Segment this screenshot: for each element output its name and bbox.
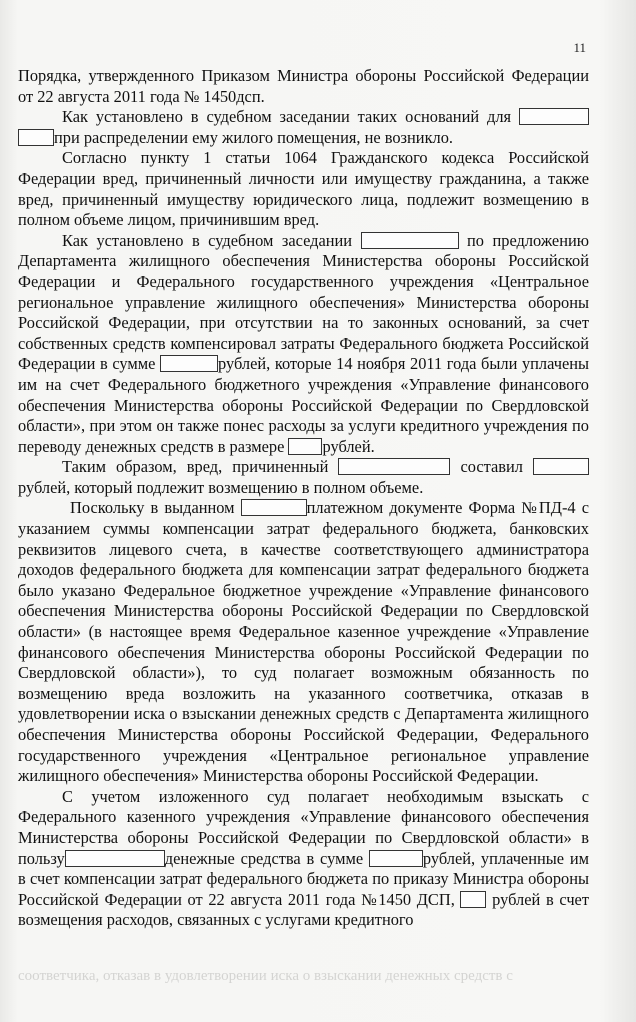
paragraph-1-text: Порядка, утвержденного Приказом Министра обороны Российской Федерации от 22 августа 2011 года № 1450дсп. (18, 66, 589, 106)
paragraph-7 (18, 787, 589, 931)
paragraph-7-text-b: денежные средства в сумме (164, 848, 369, 868)
paragraph-4 (18, 231, 589, 458)
paragraph-2-text-b: при распределении ему жилого помещения, не возникло. (54, 127, 454, 147)
redacted-amount (369, 850, 423, 867)
paragraph-2 (18, 107, 589, 148)
paragraph-4-text-a: Как установлено в судебном заседании (62, 230, 361, 250)
page-number: 11 (573, 40, 586, 55)
paragraph-4-text-b: по предложению Департамента жилищного обеспечения Министерства обороны Российской Федерации и Федерального государственного учреждения «Центральное региональное управление жилищного обеспечения» Министерства обороны Российской Федерации, при отсутствии на то законных оснований, за счет собственных средств компенсировал затраты Федерального бюджета Российской Федерации в сумме (18, 230, 589, 374)
paragraph-3 (18, 148, 589, 230)
paragraph-4-text-c: рублей, которые 14 ноября 2011 года были уплачены им на счет Федерального бюджетного учреждения «Управление финансового обеспечения Министерства обороны Российской Федерации по Свердловской области», при этом он также понес расходы за услуги кредитного учреждения по переводу денежных средств в размере (18, 354, 590, 456)
paragraph-5-text-a: Таким образом, вред, причиненный (62, 457, 339, 477)
redacted-amount (533, 458, 589, 475)
paragraph-5-text-b: составил (450, 457, 533, 477)
paragraph-7-text-a: С учетом изложенного суд полагает необходимым взыскать с Федерального казенного учреждения «Управление финансового обеспечения Министерства обороны Российской Федерации по Свердловской области» в пользу (18, 786, 589, 868)
paragraph-1 (18, 66, 589, 107)
redacted-name (241, 499, 307, 516)
redacted-name (18, 129, 54, 146)
redacted-amount (160, 355, 218, 372)
document-text (18, 66, 589, 931)
bleed-through-text: соответчика, отказав в удовлетворении иска о взыскании денежных средств с (18, 968, 513, 984)
redacted-name (519, 108, 589, 125)
redacted-name (338, 458, 450, 475)
paragraph-6-text-b: платежном документе Форма №ПД-4 с указанием суммы компенсации затрат федерального бюджета, банковских реквизитов лицевого счета, в качестве соответствующего администратора доходов федерального бюджета для компенсации затрат федерального бюджета было указано Федеральное бюджетное учреждение «Управление финансового обеспечения Министерства обороны Российской Федерации по Свердловской области» (в настоящее время Федеральное казенное учреждение «Управление финансового обеспечения Министерства обороны Российской Федерации по Свердловской области»), то суд полагает возможным обязанность по возмещению вреда возложить на указанного соответчика, отказав в удовлетворении иска о взыскании денежных средств с Департамента жилищного обеспечения Министерства обороны Российской Федерации, Федерального государственного учреждения «Центральное региональное управление жилищного обеспечения» Министерства обороны Российской Федерации. (18, 498, 589, 786)
redacted-name (361, 232, 459, 249)
paragraph-5-text-c: рублей, который подлежит возмещению в полном объеме. (18, 477, 424, 497)
paragraph-6-text-a: Поскольку в выданном (70, 498, 241, 518)
redacted-amount (288, 438, 322, 455)
paragraph-6 (18, 498, 589, 786)
paragraph-2-text-a: Как установлено в судебном заседании таких оснований для (62, 107, 519, 127)
paragraph-3-text: Согласно пункту 1 статьи 1064 Гражданского кодекса Российской Федерации вред, причиненный личности или имуществу гражданина, а также вред, причиненный имуществу юридического лица, подлежит возмещению в полном объеме лицом, причинившим вред. (18, 148, 589, 230)
redacted-name (65, 850, 165, 867)
paragraph-7-text-d: рублей в счет возмещения расходов, связанных с услугами кредитного (18, 889, 589, 930)
paragraph-7-text-c: рублей, уплаченные им в счет компенсации затрат федерального бюджета по приказу Министра обороны Российской Федерации от 22 августа 2011 года №1450 ДСП, (18, 848, 589, 909)
paragraph-5 (18, 457, 589, 498)
redacted-amount (460, 891, 486, 908)
paragraph-4-text-d: рублей. (322, 436, 375, 456)
